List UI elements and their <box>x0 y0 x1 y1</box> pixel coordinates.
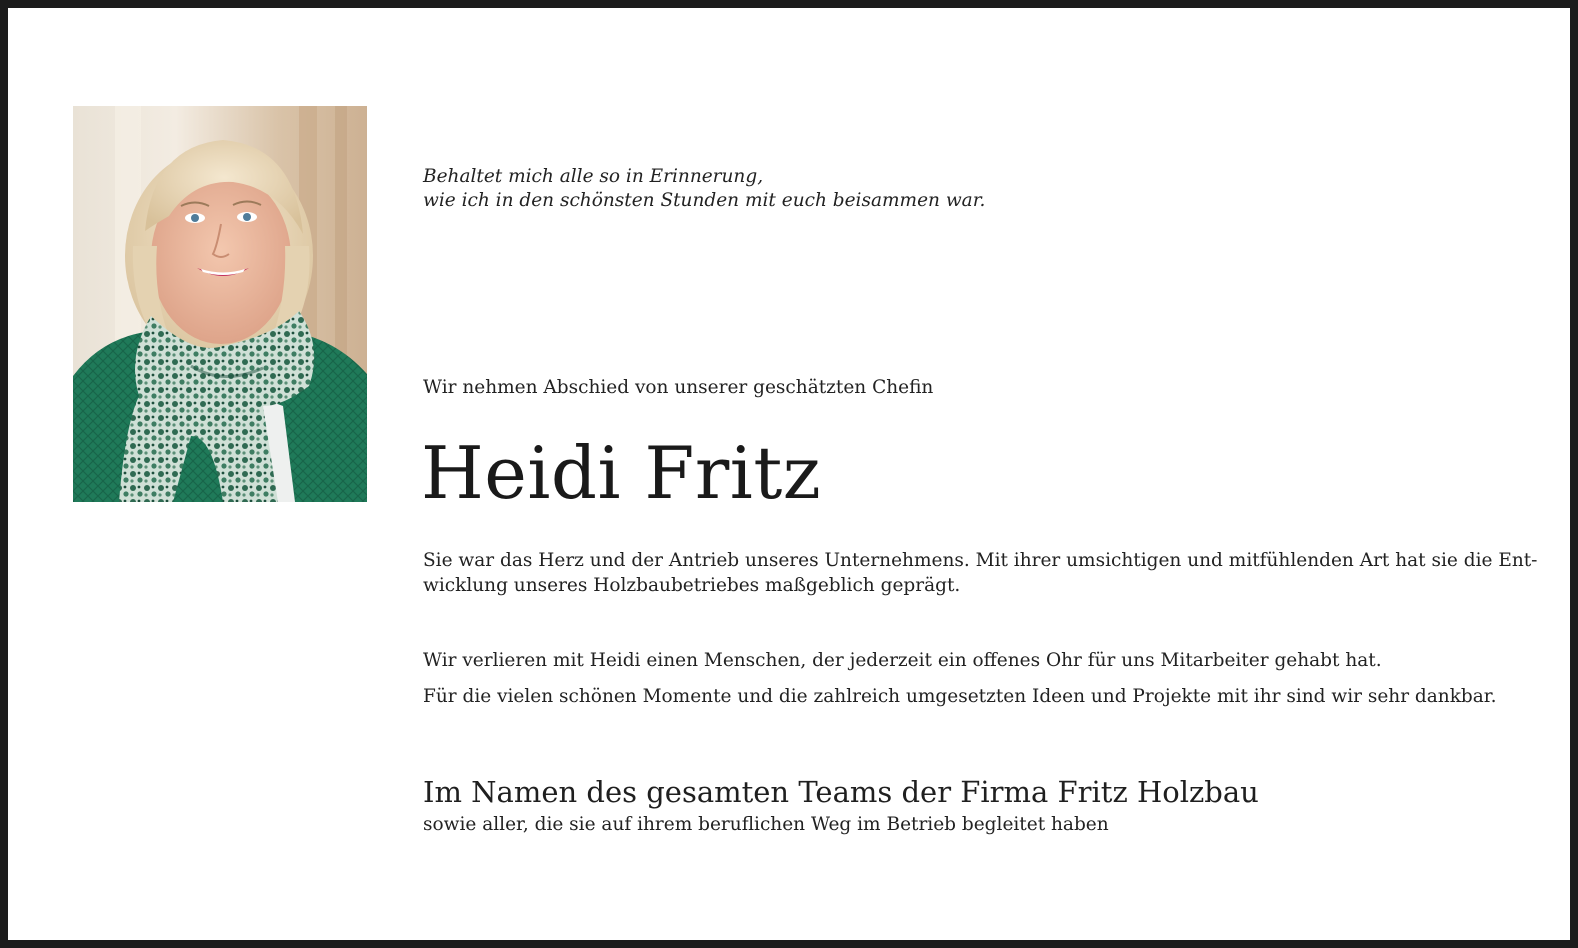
deceased-name: Heidi Fritz <box>421 431 822 515</box>
signature-main: Im Namen des gesamten Teams der Firma Fritz Holzbau <box>423 775 1259 809</box>
tribute-paragraph-1-line-2: wicklung unseres Holzbaubetriebes maßgeblich geprägt. <box>423 574 961 596</box>
quote-line-1: Behaltet mich alle so in Erinnerung, <box>423 166 764 187</box>
tribute-paragraph-1 <box>423 549 1538 598</box>
farewell-intro: Wir nehmen Abschied von unserer geschätzten Chefin <box>423 377 934 398</box>
tribute-paragraph-1-line-1: Sie war das Herz und der Antrieb unseres Unternehmens. Mit ihrer umsichtigen und mitfühlenden Art hat sie die Ent- <box>423 550 1538 571</box>
quote-line-2: wie ich in den schönsten Stunden mit euch beisammen war. <box>423 190 986 211</box>
portrait-photo <box>73 106 367 502</box>
signature-sub: sowie aller, die sie auf ihrem beruflichen Weg im Betrieb begleitet haben <box>423 814 1109 835</box>
tribute-paragraph-2-line-1: Wir verlieren mit Heidi einen Menschen, der jederzeit ein offenes Ohr für uns Mitarbeiter gehabt hat. <box>423 650 1382 671</box>
tribute-paragraph-2 <box>423 643 1497 715</box>
portrait-illustration <box>73 106 367 502</box>
memorial-quote <box>423 165 985 213</box>
tribute-paragraph-2-line-2: Für die vielen schönen Momente und die zahlreich umgesetzten Ideen und Projekte mit ihr sind wir sehr dankbar. <box>423 686 1497 707</box>
